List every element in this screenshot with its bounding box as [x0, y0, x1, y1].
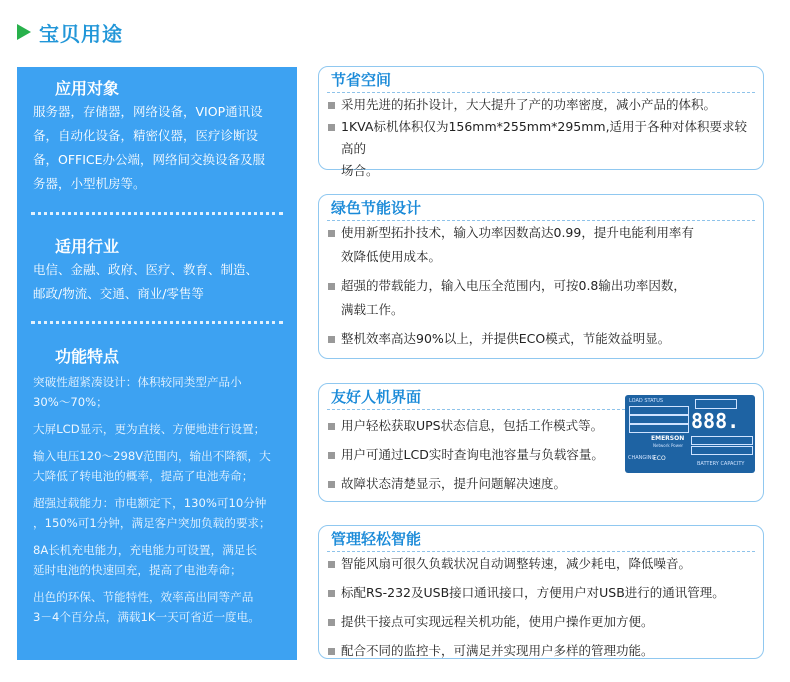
lcd-eco-label: ECO [653, 455, 666, 462]
card-items [319, 94, 763, 182]
text-line: 备，自动化设备，精密仪器，医疗诊断设 [33, 128, 259, 143]
feature-line: 大屏LCD显示，更为直接、方便地进行设置； [33, 422, 266, 436]
bullet-line: 满载工作。 [341, 302, 404, 317]
feature-item [17, 540, 297, 580]
feature-line: 8A长机充电能力，充电能力可设置，满足长 [33, 543, 257, 557]
feature-line: 超强过载能力：市电额定下，130%可10分钟 [33, 496, 267, 510]
feature-item [17, 587, 297, 627]
industry-text [17, 258, 297, 306]
feature-item [17, 419, 297, 439]
dotted-divider [31, 212, 283, 215]
bullet-line: 用户可通过LCD实时查询电池容量与负载容量。 [341, 447, 604, 462]
features-list [17, 372, 297, 627]
lcd-load-status-label: LOAD STATUS [629, 398, 664, 404]
bullet-line: 提供干接点可实现远程关机功能，使用户操作更加方便。 [341, 614, 654, 629]
card-title: 节省空间 [331, 71, 392, 89]
bullet-line: 1KVA标机体积仅为156mm*255mm*295mm,适用于各种对体积要求较高的 [341, 119, 748, 156]
text-line: 电信、金融、政府、医疗、教育、制造、 [33, 262, 259, 277]
lcd-readout: 888. [691, 409, 740, 433]
dotted-divider [31, 321, 283, 324]
lcd-indicator-row [691, 446, 753, 455]
feature-line: 3－4个百分点，满载1K一天可省近一度电。 [33, 610, 260, 624]
arrow-icon [17, 24, 31, 40]
bullet-item [319, 581, 763, 605]
bullet-item [319, 94, 763, 116]
lcd-indicator-row [691, 436, 753, 445]
bullet-item [319, 414, 619, 438]
text-line: 邮政/物流、交通、商业/零售等 [33, 286, 204, 301]
bullet-line: 故障状态清楚显示，提升问题解决速度。 [341, 476, 567, 491]
application-section [17, 79, 297, 196]
bullet-item [319, 552, 763, 576]
text-line: 服务器，存储器，网络设备，VIOP通讯设 [33, 104, 263, 119]
section-header [17, 18, 123, 46]
bullet-line: 超强的带载能力，输入电压全范围内，可按0.8输出功率因数， [341, 278, 686, 293]
bullet-item [319, 639, 763, 663]
section-title: 宝贝用途 [39, 21, 123, 46]
bullet-item [319, 221, 763, 269]
lcd-indicator-row [629, 406, 689, 415]
left-panel [17, 67, 297, 660]
bullet-line: 采用先进的拓扑设计，大大提升了产的功率密度，减小产品的体积。 [341, 97, 717, 112]
industry-title: 适用行业 [55, 237, 120, 256]
bullet-line: 效降低使用成本。 [341, 249, 442, 264]
lcd-brand-sub: Network Power [653, 443, 684, 448]
card-title: 绿色节能设计 [331, 199, 422, 217]
card-items [319, 552, 763, 668]
bullet-line: 标配RS-232及USB接口通讯接口，方便用户对USB进行的通讯管理。 [341, 585, 725, 600]
features-title: 功能特点 [55, 347, 120, 366]
bullet-line: 使用新型拓扑技术，输入功率因数高达0.99，提升电能利用率有 [341, 225, 694, 240]
bullet-line: 整机效率高达90%以上，并提供ECO模式，节能效益明显。 [341, 331, 671, 346]
lcd-changing-label: CHANGING [628, 455, 656, 461]
feature-line: ，150%可1分钟，满足客户突加负载的要求； [33, 516, 271, 530]
feature-line: 大降低了转电池的概率，提高了电池寿命； [33, 469, 254, 483]
lcd-brand: EMERSON [651, 435, 685, 442]
industry-section [17, 237, 297, 306]
card-green-design [318, 194, 764, 359]
card-items [319, 221, 763, 356]
feature-line: 30%～70%； [33, 395, 108, 409]
card-items [319, 414, 619, 501]
bullet-line: 配合不同的监控卡，可满足并实现用户多样的管理功能。 [341, 643, 654, 658]
bullet-line: 用户轻松获取UPS状态信息，包括工作模式等。 [341, 418, 604, 433]
bullet-item [319, 472, 619, 496]
text-line: 务器，小型机房等。 [33, 176, 146, 191]
bullet-line: 场合。 [341, 163, 379, 178]
dashed-divider [327, 92, 755, 93]
lcd-indicator-row [629, 424, 689, 433]
bullet-item [319, 443, 619, 467]
feature-item [17, 493, 297, 533]
feature-item [17, 446, 297, 486]
feature-item [17, 372, 297, 412]
card-title: 管理轻松智能 [331, 530, 422, 548]
card-friendly-ui [318, 383, 764, 502]
application-title: 应用对象 [55, 79, 120, 98]
application-text [17, 100, 297, 196]
feature-line: 输入电压120～298V范围内，输出不降额，大 [33, 449, 271, 463]
feature-line: 延时电池的快速回充，提高了电池寿命； [33, 563, 242, 577]
text-line: 备，OFFICE办公端，网络间交换设备及服 [33, 152, 266, 167]
bullet-item [319, 327, 763, 351]
bullet-item [319, 274, 763, 322]
card-title: 友好人机界面 [331, 388, 422, 406]
card-space-saving [318, 66, 764, 178]
lcd-indicator-row [629, 415, 689, 424]
bullet-item [319, 116, 763, 182]
feature-line: 出色的环保、节能特性，效率高出同等产品 [33, 590, 254, 604]
lcd-indicator-row [695, 399, 737, 409]
bullet-line: 智能风扇可很久负载状况自动调整转速，减少耗电，降低噪音。 [341, 556, 692, 571]
features-section [17, 347, 297, 634]
lcd-battery-capacity-label: BATTERY CAPACITY [697, 461, 745, 467]
card-smart-management [318, 525, 764, 659]
feature-line: 突破性超紧凑设计：体积较同类型产品小 [33, 375, 242, 389]
lcd-panel-image [625, 395, 755, 473]
bullet-item [319, 610, 763, 634]
